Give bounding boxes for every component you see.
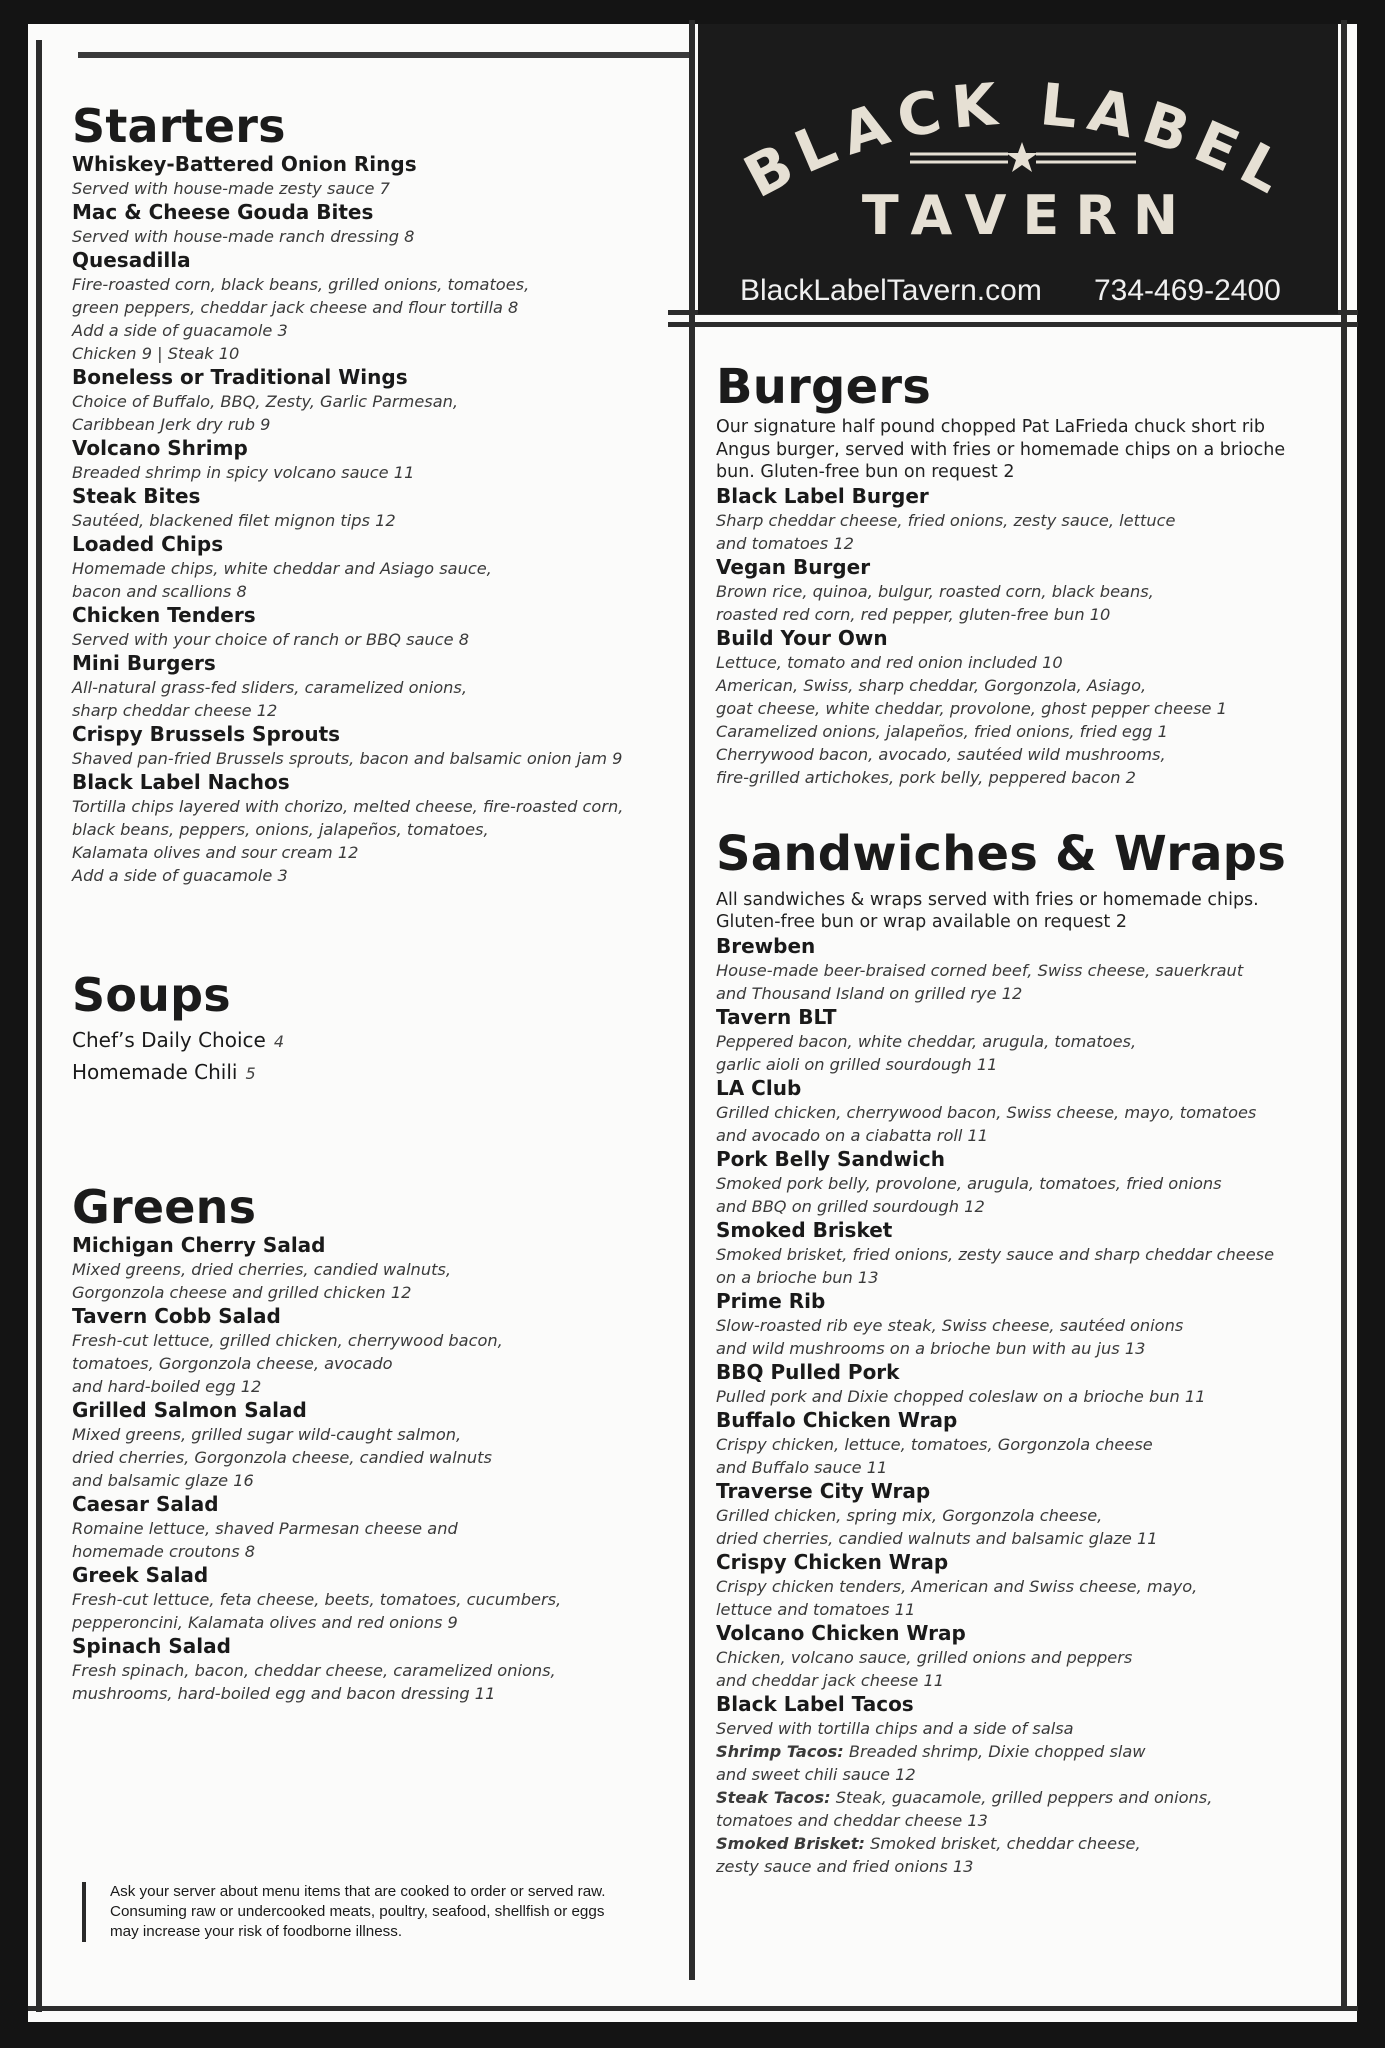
menu-item-name: Chef’s Daily Choice [72,1028,266,1052]
menu-item [72,532,672,603]
menu-item-name: Grilled Salmon Salad [72,1398,307,1422]
menu-item-price: 4 [273,1032,285,1051]
soups-heading: Soups [72,968,231,1022]
starters-section [72,100,672,887]
menu-item [72,1304,672,1398]
menu-item-description: Fresh-cut lettuce, feta cheese, beets, tomatoes, cucumbers, pepperoncini, Kalamata olives and red onions 9 [72,1590,562,1632]
taco-option-description: Breaded shrimp, Dixie chopped slaw and sweet chili sauce 12 [716,1741,1146,1784]
burgers-intro: Our signature half pound chopped Pat LaFrieda chuck short rib Angus burger, served with fries or homemade chips on a brioche bun. Gluten-free bun on request 2 [716,417,1286,482]
soups-section [72,969,672,1089]
menu-item-description: Sautéed, blackened filet mignon tips 12 [72,511,396,530]
menu-item [716,1479,1316,1550]
greens-heading: Greens [72,1180,257,1234]
menu-item-name: Crispy Chicken Wrap [716,1549,949,1574]
menu-item [716,1692,1316,1740]
menu-item [716,1147,1316,1218]
menu-item-name: Volcano Shrimp [72,436,248,460]
menu-item-price: 5 [245,1064,256,1083]
menu-item [72,603,672,651]
taco-option [716,1832,1316,1878]
menu-item-name: Spinach Salad [72,1634,231,1658]
menu-item-description: Romaine lettuce, shaved Parmesan cheese and homemade croutons 8 [72,1519,458,1561]
sandwiches-list [716,934,1316,1740]
menu-item-name: BBQ Pulled Pork [716,1359,900,1384]
menu-item [716,484,1316,555]
menu-item-name: Traverse City Wrap [716,1478,931,1503]
frame-right-rule [1341,20,1347,2010]
menu-item [716,555,1316,626]
menu-item [716,1076,1316,1147]
menu-item-description: Pulled pork and Dixie chopped coleslaw on a brioche bun 11 [716,1386,1206,1406]
menu-item-description: Lettuce, tomato and red onion included 10 American, Swiss, sharp cheddar, Gorgonzola, Asiago, goat cheese, white cheddar, provolone, ghost pepper cheese 1 Caramelized onions, jalapeños, fried onions, fried egg 1 Cherrywood bacon, avocado, sautéed wild mushrooms, fire-grilled artichokes, pork belly, peppered bacon 2 [716,652,1227,787]
sandwiches-intro: All sandwiches & wraps served with fries or homemade chips. Gluten-free bun or wrap available on request 2 [716,889,1259,932]
menu-item-name: Smoked Brisket [716,1217,893,1242]
menu-item [716,1218,1316,1289]
burgers-list [716,484,1316,789]
menu-item-description: Fresh spinach, bacon, cheddar cheese, caramelized onions, mushrooms, hard-boiled egg and bacon dressing 11 [72,1661,556,1703]
menu-item-description: Brown rice, quinoa, bulgur, roasted corn, black beans, roasted red corn, red pepper, gluten-free bun 10 [716,581,1154,624]
menu-item [72,1057,672,1089]
menu-item-name: Mini Burgers [72,651,216,675]
menu-item [716,1005,1316,1076]
menu-item-name: Chicken Tenders [72,603,256,627]
menu-item-name: Black Label Burger [716,483,929,508]
menu-item [72,248,672,365]
menu-item [716,934,1316,1005]
frame-bottom-rule [28,2006,1358,2011]
food-safety-notice: Ask your server about menu items that are cooked to order or served raw. Consuming raw or undercooked meats, poultry, seafood, shellfish or eggs may increase your risk of foodborne illness. [82,1882,710,1942]
soups-list [72,1025,672,1089]
menu-item [716,626,1316,789]
menu-item-name: Volcano Chicken Wrap [716,1620,966,1645]
menu-item-description: Grilled chicken, spring mix, Gorgonzola cheese, dried cherries, candied walnuts and balsamic glaze 11 [716,1505,1158,1548]
menu-item [72,1563,672,1634]
menu-item [716,1408,1316,1479]
menu-item [72,200,672,248]
menu-item-name: Vegan Burger [716,554,871,579]
star-icon [1006,142,1038,172]
menu-item-description: Fire-roasted corn, black beans, grilled onions, tomatoes, green peppers, cheddar jack cheese and flour tortilla 8 Add a side of guacamole 3 Chicken 9 | Steak 10 [72,275,530,363]
menu-item-description: Sharp cheddar cheese, fried onions, zesty sauce, lettuce and tomatoes 12 [716,510,1176,553]
taco-option-label: Smoked Brisket: [716,1833,865,1853]
menu-item-description: Slow-roasted rib eye steak, Swiss cheese, sautéed onions and wild mushrooms on a brioche bun with au jus 13 [716,1315,1184,1358]
menu-item-description: Breaded shrimp in spicy volcano sauce 11 [72,463,415,482]
tacos-list [716,1740,1316,1878]
menu-item-description: Crispy chicken tenders, American and Swiss cheese, mayo, lettuce and tomatoes 11 [716,1576,1198,1619]
greens-list [72,1233,672,1705]
menu-item [72,1025,672,1057]
menu-item-description: House-made beer-braised corned beef, Swiss cheese, sauerkraut and Thousand Island on grilled rye 12 [716,960,1244,1003]
brand-name-tavern: TAVERN [861,184,1195,247]
menu-item-description: Served with tortilla chips and a side of salsa [716,1718,1074,1738]
menu-item [716,1360,1316,1408]
frame-top-rule-left [78,52,690,58]
menu-item [72,1398,672,1492]
menu-item-name: Brewben [716,933,816,958]
brand-name-arc: BLACK LABEL [733,69,1303,212]
burgers-section [716,360,1316,789]
greens-section [72,1181,672,1705]
brand-logo [698,24,1338,254]
menu-item-name: Pork Belly Sandwich [716,1146,945,1171]
menu-item-description: Shaved pan-fried Brussels sprouts, bacon and balsamic onion jam 9 [72,749,623,768]
frame-mid-rule-2 [668,322,1358,327]
taco-option [716,1740,1316,1786]
menu-item-name: Mac & Cheese Gouda Bites [72,200,374,224]
taco-option-label: Shrimp Tacos: [716,1741,844,1761]
menu-item [72,484,672,532]
starters-list [72,152,672,887]
menu-item-description: Served with house-made zesty sauce 7 [72,179,390,198]
menu-item-name: Crispy Brussels Sprouts [72,722,341,746]
menu-item-name: Black Label Tacos [716,1691,914,1716]
menu-item [716,1621,1316,1692]
menu-item [72,1492,672,1563]
starters-heading: Starters [72,99,286,153]
sandwiches-heading: Sandwiches & Wraps [716,825,1287,882]
menu-item-name: Caesar Salad [72,1492,219,1516]
menu-item-name: Prime Rib [716,1288,826,1313]
menu-item [72,1233,672,1304]
menu-item-name: Michigan Cherry Salad [72,1233,326,1257]
menu-item-description: All-natural grass-fed sliders, caramelized onions, sharp cheddar cheese 12 [72,678,467,720]
taco-option-description: Steak, guacamole, grilled peppers and onions, tomatoes and cheddar cheese 13 [716,1787,1213,1830]
menu-item-description: Served with your choice of ranch or BBQ sauce 8 [72,630,470,649]
menu-item-description: Mixed greens, grilled sugar wild-caught salmon, dried cherries, Gorgonzola cheese, candied walnuts and balsamic glaze 16 [72,1425,492,1490]
burgers-heading: Burgers [716,359,931,415]
menu-item-description: Smoked brisket, fried onions, zesty sauce and sharp cheddar cheese on a brioche bun 13 [716,1244,1275,1287]
menu-item [72,436,672,484]
menu-item-description: Served with house-made ranch dressing 8 [72,227,415,246]
phone-number[interactable]: 734-469-2400 [1094,274,1281,307]
sandwiches-section [716,827,1316,1878]
menu-item-name: Black Label Nachos [72,770,290,794]
taco-option [716,1786,1316,1832]
menu-item-name: Boneless or Traditional Wings [72,365,408,389]
menu-item [72,722,672,770]
menu-item-description: Crispy chicken, lettuce, tomatoes, Gorgonzola cheese and Buffalo sauce 11 [716,1434,1153,1477]
menu-item [72,651,672,722]
menu-item-description: Peppered bacon, white cheddar, arugula, tomatoes, garlic aioli on grilled sourdough 11 [716,1031,1137,1074]
menu-item-name: Greek Salad [72,1563,209,1587]
menu-item [72,152,672,200]
taco-option-description: Smoked brisket, cheddar cheese, zesty sauce and fried onions 13 [716,1833,1141,1876]
menu-item [716,1289,1316,1360]
menu-item-name: Tavern BLT [716,1004,837,1029]
frame-left-rule [36,40,42,2012]
left-column [72,100,672,1705]
menu-item-description: Smoked pork belly, provolone, arugula, tomatoes, fried onions and BBQ on grilled sourdough 12 [716,1173,1222,1216]
menu-item [72,770,672,887]
taco-option-label: Steak Tacos: [716,1787,831,1807]
website-link[interactable]: BlackLabelTavern.com [740,274,1042,307]
menu-item-name: Homemade Chili [72,1060,238,1084]
menu-item-name: Buffalo Chicken Wrap [716,1407,958,1432]
menu-item-description: Tortilla chips layered with chorizo, melted cheese, fire-roasted corn, black beans, peppers, onions, jalapeños, tomatoes, Kalamata olives and sour cream 12 Add a side of guacamole 3 [72,797,624,885]
menu-item-name: Quesadilla [72,248,191,272]
menu-item-name: Loaded Chips [72,532,224,556]
menu-item-description: Homemade chips, white cheddar and Asiago sauce, bacon and scallions 8 [72,559,492,601]
menu-item-name: Build Your Own [716,625,888,650]
menu-item-name: Steak Bites [72,484,201,508]
right-column [716,360,1316,1878]
menu-item-description: Fresh-cut lettuce, grilled chicken, cherrywood bacon, tomatoes, Gorgonzola cheese, avocado and hard-boiled egg 12 [72,1331,503,1396]
menu-item-description: Choice of Buffalo, BBQ, Zesty, Garlic Parmesan, Caribbean Jerk dry rub 9 [72,392,459,434]
menu-item-description: Mixed greens, dried cherries, candied walnuts, Gorgonzola cheese and grilled chicken 12 [72,1260,452,1302]
menu-item-name: Tavern Cobb Salad [72,1304,281,1328]
menu-item-description: Grilled chicken, cherrywood bacon, Swiss cheese, mayo, tomatoes and avocado on a ciabatta roll 11 [716,1102,1257,1145]
menu-item-name: LA Club [716,1075,802,1100]
logo-banner [698,24,1338,314]
menu-item [72,1634,672,1705]
menu-item [716,1550,1316,1621]
menu-item-name: Whiskey-Battered Onion Rings [72,152,417,176]
menu-item [72,365,672,436]
menu-item-description: Chicken, volcano sauce, grilled onions and peppers and cheddar jack cheese 11 [716,1647,1133,1690]
